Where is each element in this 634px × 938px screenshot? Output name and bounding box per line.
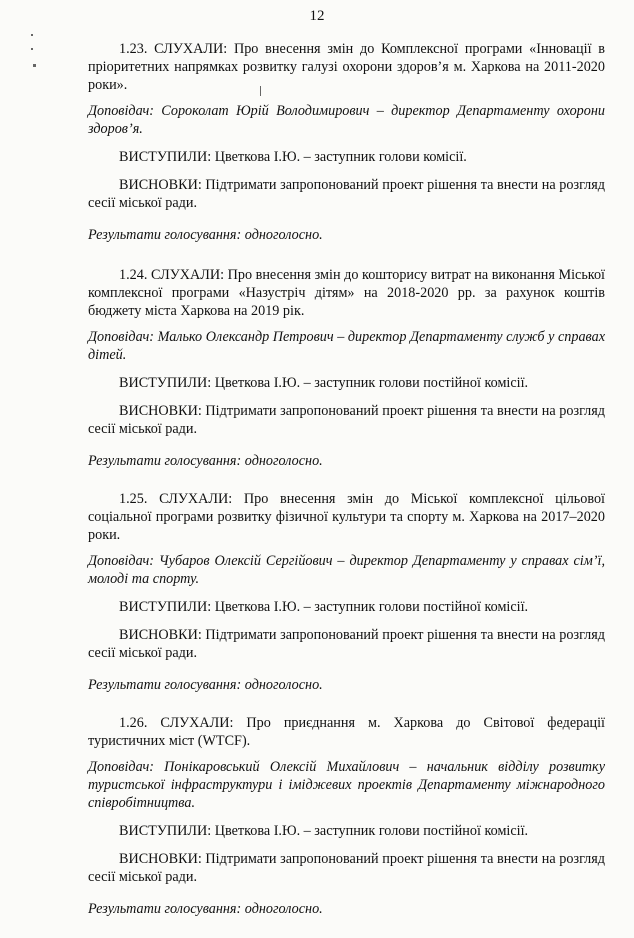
heard-paragraph: 1.25. СЛУХАЛИ: Про внесення змін до Міської комплексної цільової соціальної програми розвитку фізичної культури та спорту м. Харкова на 2017–2020 роки. [88, 491, 605, 543]
speaker-paragraph: Доповідач: Понікаровський Олексій Михайлович – начальник відділу розвитку туристської інфраструктури і іміджевих проектів Департаменту міжнародного співробітництва. [88, 759, 605, 811]
speaker-paragraph: Доповідач: Сороколат Юрій Володимирович – директор Департаменту охорони здоров’я. [88, 103, 605, 137]
agenda-item [88, 490, 605, 694]
conclusion-paragraph: ВИСНОВКИ: Підтримати запропонований проект рішення та внести на розгляд сесії міської ради. [88, 851, 605, 885]
document-body [88, 40, 605, 938]
scan-mark [31, 34, 33, 36]
vote-result: Результати голосування: одноголосно. [88, 453, 323, 469]
heard-paragraph: 1.24. СЛУХАЛИ: Про внесення змін до кошторису витрат на виконання Міської комплексної програми «Назустріч дітям» на 2018-2020 рр. за рахунок коштів бюджету міста Харкова на 2019 рік. [88, 267, 605, 319]
spoke-paragraph: ВИСТУПИЛИ: Цветкова І.Ю. – заступник голови постійної комісії. [119, 599, 529, 615]
scan-mark [33, 64, 36, 67]
agenda-item [88, 40, 605, 244]
page-number: 12 [309, 8, 325, 24]
conclusion-paragraph: ВИСНОВКИ: Підтримати запропонований проект рішення та внести на розгляд сесії міської ради. [88, 177, 605, 211]
conclusion-paragraph: ВИСНОВКИ: Підтримати запропонований проект рішення та внести на розгляд сесії міської ради. [88, 627, 605, 661]
agenda-item [88, 714, 605, 918]
spoke-paragraph: ВИСТУПИЛИ: Цветкова І.Ю. – заступник голови постійної комісії. [119, 823, 529, 839]
heard-paragraph: 1.23. СЛУХАЛИ: Про внесення змін до Комплексної програми «Інновації в пріоритетних напрямках розвитку галузі охорони здоров’я м. Харкова на 2011-2020 роки». [88, 41, 605, 93]
speaker-paragraph: Доповідач: Малько Олександр Петрович – директор Департаменту служб у справах дітей. [88, 329, 605, 363]
spoke-paragraph: ВИСТУПИЛИ: Цветкова І.Ю. – заступник голови постійної комісії. [119, 375, 529, 391]
heard-paragraph: 1.26. СЛУХАЛИ: Про приєднання м. Харкова до Світової федерації туристичних міст (WTCF). [88, 715, 605, 749]
speaker-paragraph: Доповідач: Чубаров Олексій Сергійович – директор Департаменту у справах сім’ї, молоді та спорту. [88, 553, 605, 587]
vote-result: Результати голосування: одноголосно. [88, 677, 323, 693]
agenda-item [88, 266, 605, 470]
vote-result: Результати голосування: одноголосно. [88, 227, 323, 243]
vote-result: Результати голосування: одноголосно. [88, 901, 323, 917]
spoke-paragraph: ВИСТУПИЛИ: Цветкова І.Ю. – заступник голови комісії. [119, 149, 467, 165]
scan-mark [31, 48, 33, 50]
conclusion-paragraph: ВИСНОВКИ: Підтримати запропонований проект рішення та внести на розгляд сесії міської ради. [88, 403, 605, 437]
